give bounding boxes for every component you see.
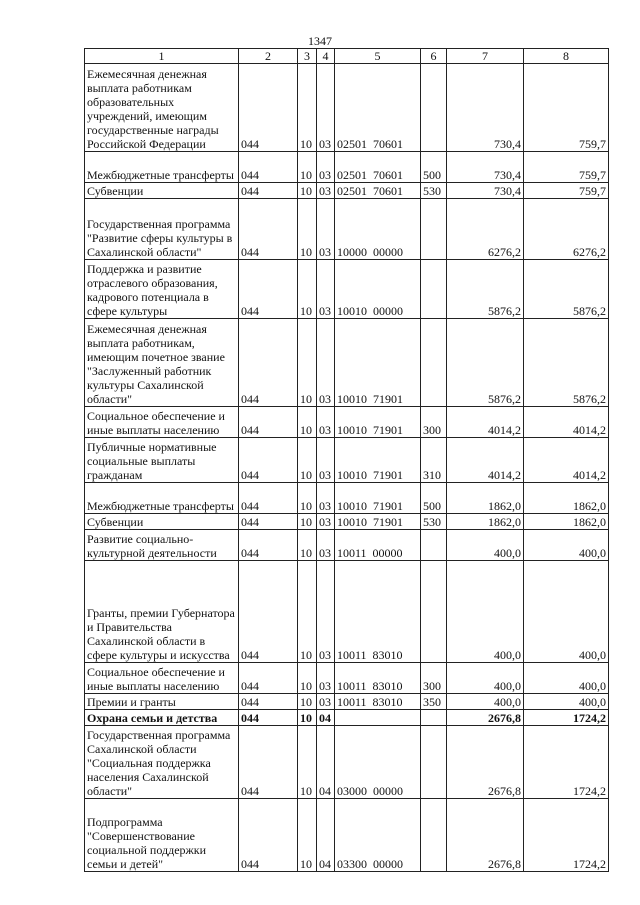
expense-type-cell (421, 799, 447, 872)
subsection-cell: 03 (317, 260, 335, 319)
row-name-cell: Субвенции (85, 514, 239, 530)
amount-year2-cell: 759,7 (524, 152, 609, 183)
table-row (85, 483, 609, 514)
column-header: 3 (298, 49, 317, 64)
amount-year1-cell: 1862,0 (447, 483, 524, 514)
amount-year2-cell: 5876,2 (524, 260, 609, 319)
column-header: 6 (421, 49, 447, 64)
expense-type-cell (421, 64, 447, 152)
target-article-cell: 10000 00000 (335, 199, 421, 260)
expense-type-cell (421, 199, 447, 260)
amount-year2-cell: 4014,2 (524, 438, 609, 483)
row-name-cell: Государственная программа "Развитие сферы культуры в Сахалинской области" (85, 199, 239, 260)
target-article-cell: 02501 70601 (335, 152, 421, 183)
target-article-cell (335, 710, 421, 726)
expense-type-cell: 300 (421, 663, 447, 694)
amount-year1-cell: 1862,0 (447, 514, 524, 530)
section-cell: 10 (298, 183, 317, 199)
subsection-cell: 03 (317, 438, 335, 483)
row-name-cell: Межбюджетные трансферты (85, 152, 239, 183)
table-row (85, 152, 609, 183)
target-article-cell: 10010 71901 (335, 483, 421, 514)
amount-year1-cell: 4014,2 (447, 407, 524, 438)
column-header: 1 (85, 49, 239, 64)
table-row (85, 663, 609, 694)
target-article-cell: 10010 00000 (335, 260, 421, 319)
subsection-cell: 03 (317, 663, 335, 694)
section-cell: 10 (298, 152, 317, 183)
amount-year2-cell: 759,7 (524, 183, 609, 199)
table-row (85, 319, 609, 407)
row-name-cell: Межбюджетные трансферты (85, 483, 239, 514)
target-article-cell: 10010 71901 (335, 407, 421, 438)
code-cell: 044 (239, 483, 298, 514)
amount-year1-cell: 730,4 (447, 152, 524, 183)
column-header: 8 (524, 49, 609, 64)
target-article-cell: 10010 71901 (335, 319, 421, 407)
amount-year2-cell: 1724,2 (524, 799, 609, 872)
subsection-cell: 03 (317, 152, 335, 183)
expense-type-cell: 530 (421, 514, 447, 530)
expense-type-cell: 500 (421, 152, 447, 183)
row-name-cell: Социальное обеспечение и иные выплаты населению (85, 407, 239, 438)
expense-type-cell (421, 530, 447, 561)
target-article-cell: 10010 71901 (335, 514, 421, 530)
section-cell: 10 (298, 726, 317, 799)
target-article-cell: 03000 00000 (335, 726, 421, 799)
expense-type-cell (421, 726, 447, 799)
section-cell: 10 (298, 260, 317, 319)
amount-year2-cell: 400,0 (524, 663, 609, 694)
target-article-cell: 10011 83010 (335, 694, 421, 710)
target-article-cell: 03300 00000 (335, 799, 421, 872)
column-header-row (85, 49, 609, 64)
amount-year2-cell: 400,0 (524, 561, 609, 663)
column-header: 7 (447, 49, 524, 64)
amount-year2-cell: 1862,0 (524, 483, 609, 514)
expense-type-cell: 300 (421, 407, 447, 438)
column-header: 2 (239, 49, 298, 64)
code-cell: 044 (239, 530, 298, 561)
section-cell: 10 (298, 710, 317, 726)
section-cell: 10 (298, 407, 317, 438)
table-row (85, 726, 609, 799)
section-cell: 10 (298, 694, 317, 710)
target-article-cell: 10011 00000 (335, 530, 421, 561)
amount-year2-cell: 1724,2 (524, 726, 609, 799)
table-row (85, 199, 609, 260)
row-name-cell: Развитие социально-культурной деятельности (85, 530, 239, 561)
subsection-cell: 04 (317, 799, 335, 872)
row-name-cell: Поддержка и развитие отраслевого образования, кадрового потенциала в сфере культуры (85, 260, 239, 319)
row-name-cell: Подпрограмма "Совершенствование социальной поддержки семьи и детей" (85, 799, 239, 872)
code-cell: 044 (239, 260, 298, 319)
section-cell: 10 (298, 663, 317, 694)
amount-year1-cell: 730,4 (447, 183, 524, 199)
code-cell: 044 (239, 694, 298, 710)
target-article-cell: 02501 70601 (335, 183, 421, 199)
amount-year2-cell: 400,0 (524, 694, 609, 710)
column-header: 4 (317, 49, 335, 64)
amount-year1-cell: 2676,8 (447, 799, 524, 872)
code-cell: 044 (239, 561, 298, 663)
row-name-cell: Субвенции (85, 183, 239, 199)
section-cell: 10 (298, 319, 317, 407)
amount-year1-cell: 400,0 (447, 561, 524, 663)
row-name-cell: Гранты, премии Губернатора и Правительства Сахалинской области в сфере культуры и искусства (85, 561, 239, 663)
subsection-cell: 03 (317, 514, 335, 530)
table-row (85, 64, 609, 152)
amount-year2-cell: 6276,2 (524, 199, 609, 260)
target-article-cell: 10010 71901 (335, 438, 421, 483)
section-cell: 10 (298, 483, 317, 514)
code-cell: 044 (239, 710, 298, 726)
subsection-cell: 03 (317, 199, 335, 260)
expense-type-cell: 530 (421, 183, 447, 199)
target-article-cell: 02501 70601 (335, 64, 421, 152)
target-article-cell: 10011 83010 (335, 663, 421, 694)
amount-year1-cell: 4014,2 (447, 438, 524, 483)
subsection-cell: 04 (317, 726, 335, 799)
expense-type-cell: 500 (421, 483, 447, 514)
amount-year1-cell: 6276,2 (447, 199, 524, 260)
table-row (85, 710, 609, 726)
expense-type-cell (421, 260, 447, 319)
row-name-cell: Ежемесячная денежная выплата работникам образовательных учреждений, имеющим государственные награды Российской Федерации (85, 64, 239, 152)
section-cell: 10 (298, 64, 317, 152)
section-cell: 10 (298, 799, 317, 872)
section-cell: 10 (298, 530, 317, 561)
expense-type-cell (421, 561, 447, 663)
amount-year2-cell: 400,0 (524, 530, 609, 561)
code-cell: 044 (239, 663, 298, 694)
subsection-cell: 03 (317, 561, 335, 663)
row-name-cell: Премии и гранты (85, 694, 239, 710)
code-cell: 044 (239, 199, 298, 260)
amount-year1-cell: 5876,2 (447, 319, 524, 407)
subsection-cell: 03 (317, 64, 335, 152)
table-row (85, 799, 609, 872)
amount-year1-cell: 400,0 (447, 530, 524, 561)
table-row (85, 694, 609, 710)
table-row (85, 183, 609, 199)
section-cell: 10 (298, 199, 317, 260)
code-cell: 044 (239, 407, 298, 438)
amount-year1-cell: 400,0 (447, 663, 524, 694)
table-row (85, 561, 609, 663)
expense-type-cell (421, 710, 447, 726)
amount-year2-cell: 5876,2 (524, 319, 609, 407)
row-name-cell: Социальное обеспечение и иные выплаты населению (85, 663, 239, 694)
row-name-cell: Ежемесячная денежная выплата работникам, имеющим почетное звание "Заслуженный работник культуры Сахалинской области" (85, 319, 239, 407)
row-name-cell: Охрана семьи и детства (85, 710, 239, 726)
amount-year2-cell: 1724,2 (524, 710, 609, 726)
section-cell: 10 (298, 514, 317, 530)
expense-type-cell: 310 (421, 438, 447, 483)
amount-year1-cell: 5876,2 (447, 260, 524, 319)
code-cell: 044 (239, 438, 298, 483)
amount-year1-cell: 400,0 (447, 694, 524, 710)
subsection-cell: 03 (317, 407, 335, 438)
code-cell: 044 (239, 514, 298, 530)
table-row (85, 438, 609, 483)
subsection-cell: 03 (317, 694, 335, 710)
code-cell: 044 (239, 726, 298, 799)
code-cell: 044 (239, 319, 298, 407)
target-article-cell: 10011 83010 (335, 561, 421, 663)
table-row (85, 407, 609, 438)
subsection-cell: 03 (317, 530, 335, 561)
table-row (85, 530, 609, 561)
table-row (85, 514, 609, 530)
amount-year2-cell: 4014,2 (524, 407, 609, 438)
row-name-cell: Публичные нормативные социальные выплаты гражданам (85, 438, 239, 483)
code-cell: 044 (239, 64, 298, 152)
expense-type-cell: 350 (421, 694, 447, 710)
amount-year1-cell: 2676,8 (447, 710, 524, 726)
subsection-cell: 03 (317, 319, 335, 407)
expense-type-cell (421, 319, 447, 407)
code-cell: 044 (239, 152, 298, 183)
amount-year2-cell: 759,7 (524, 64, 609, 152)
amount-year2-cell: 1862,0 (524, 514, 609, 530)
amount-year1-cell: 2676,8 (447, 726, 524, 799)
subsection-cell: 03 (317, 483, 335, 514)
section-cell: 10 (298, 438, 317, 483)
subsection-cell: 04 (317, 710, 335, 726)
amount-year1-cell: 730,4 (447, 64, 524, 152)
table-row (85, 260, 609, 319)
row-name-cell: Государственная программа Сахалинской области "Социальная поддержка населения Сахалинской области" (85, 726, 239, 799)
column-header: 5 (335, 49, 421, 64)
budget-table (84, 48, 609, 872)
code-cell: 044 (239, 183, 298, 199)
subsection-cell: 03 (317, 183, 335, 199)
page-number: 1347 (308, 34, 332, 48)
section-cell: 10 (298, 561, 317, 663)
code-cell: 044 (239, 799, 298, 872)
